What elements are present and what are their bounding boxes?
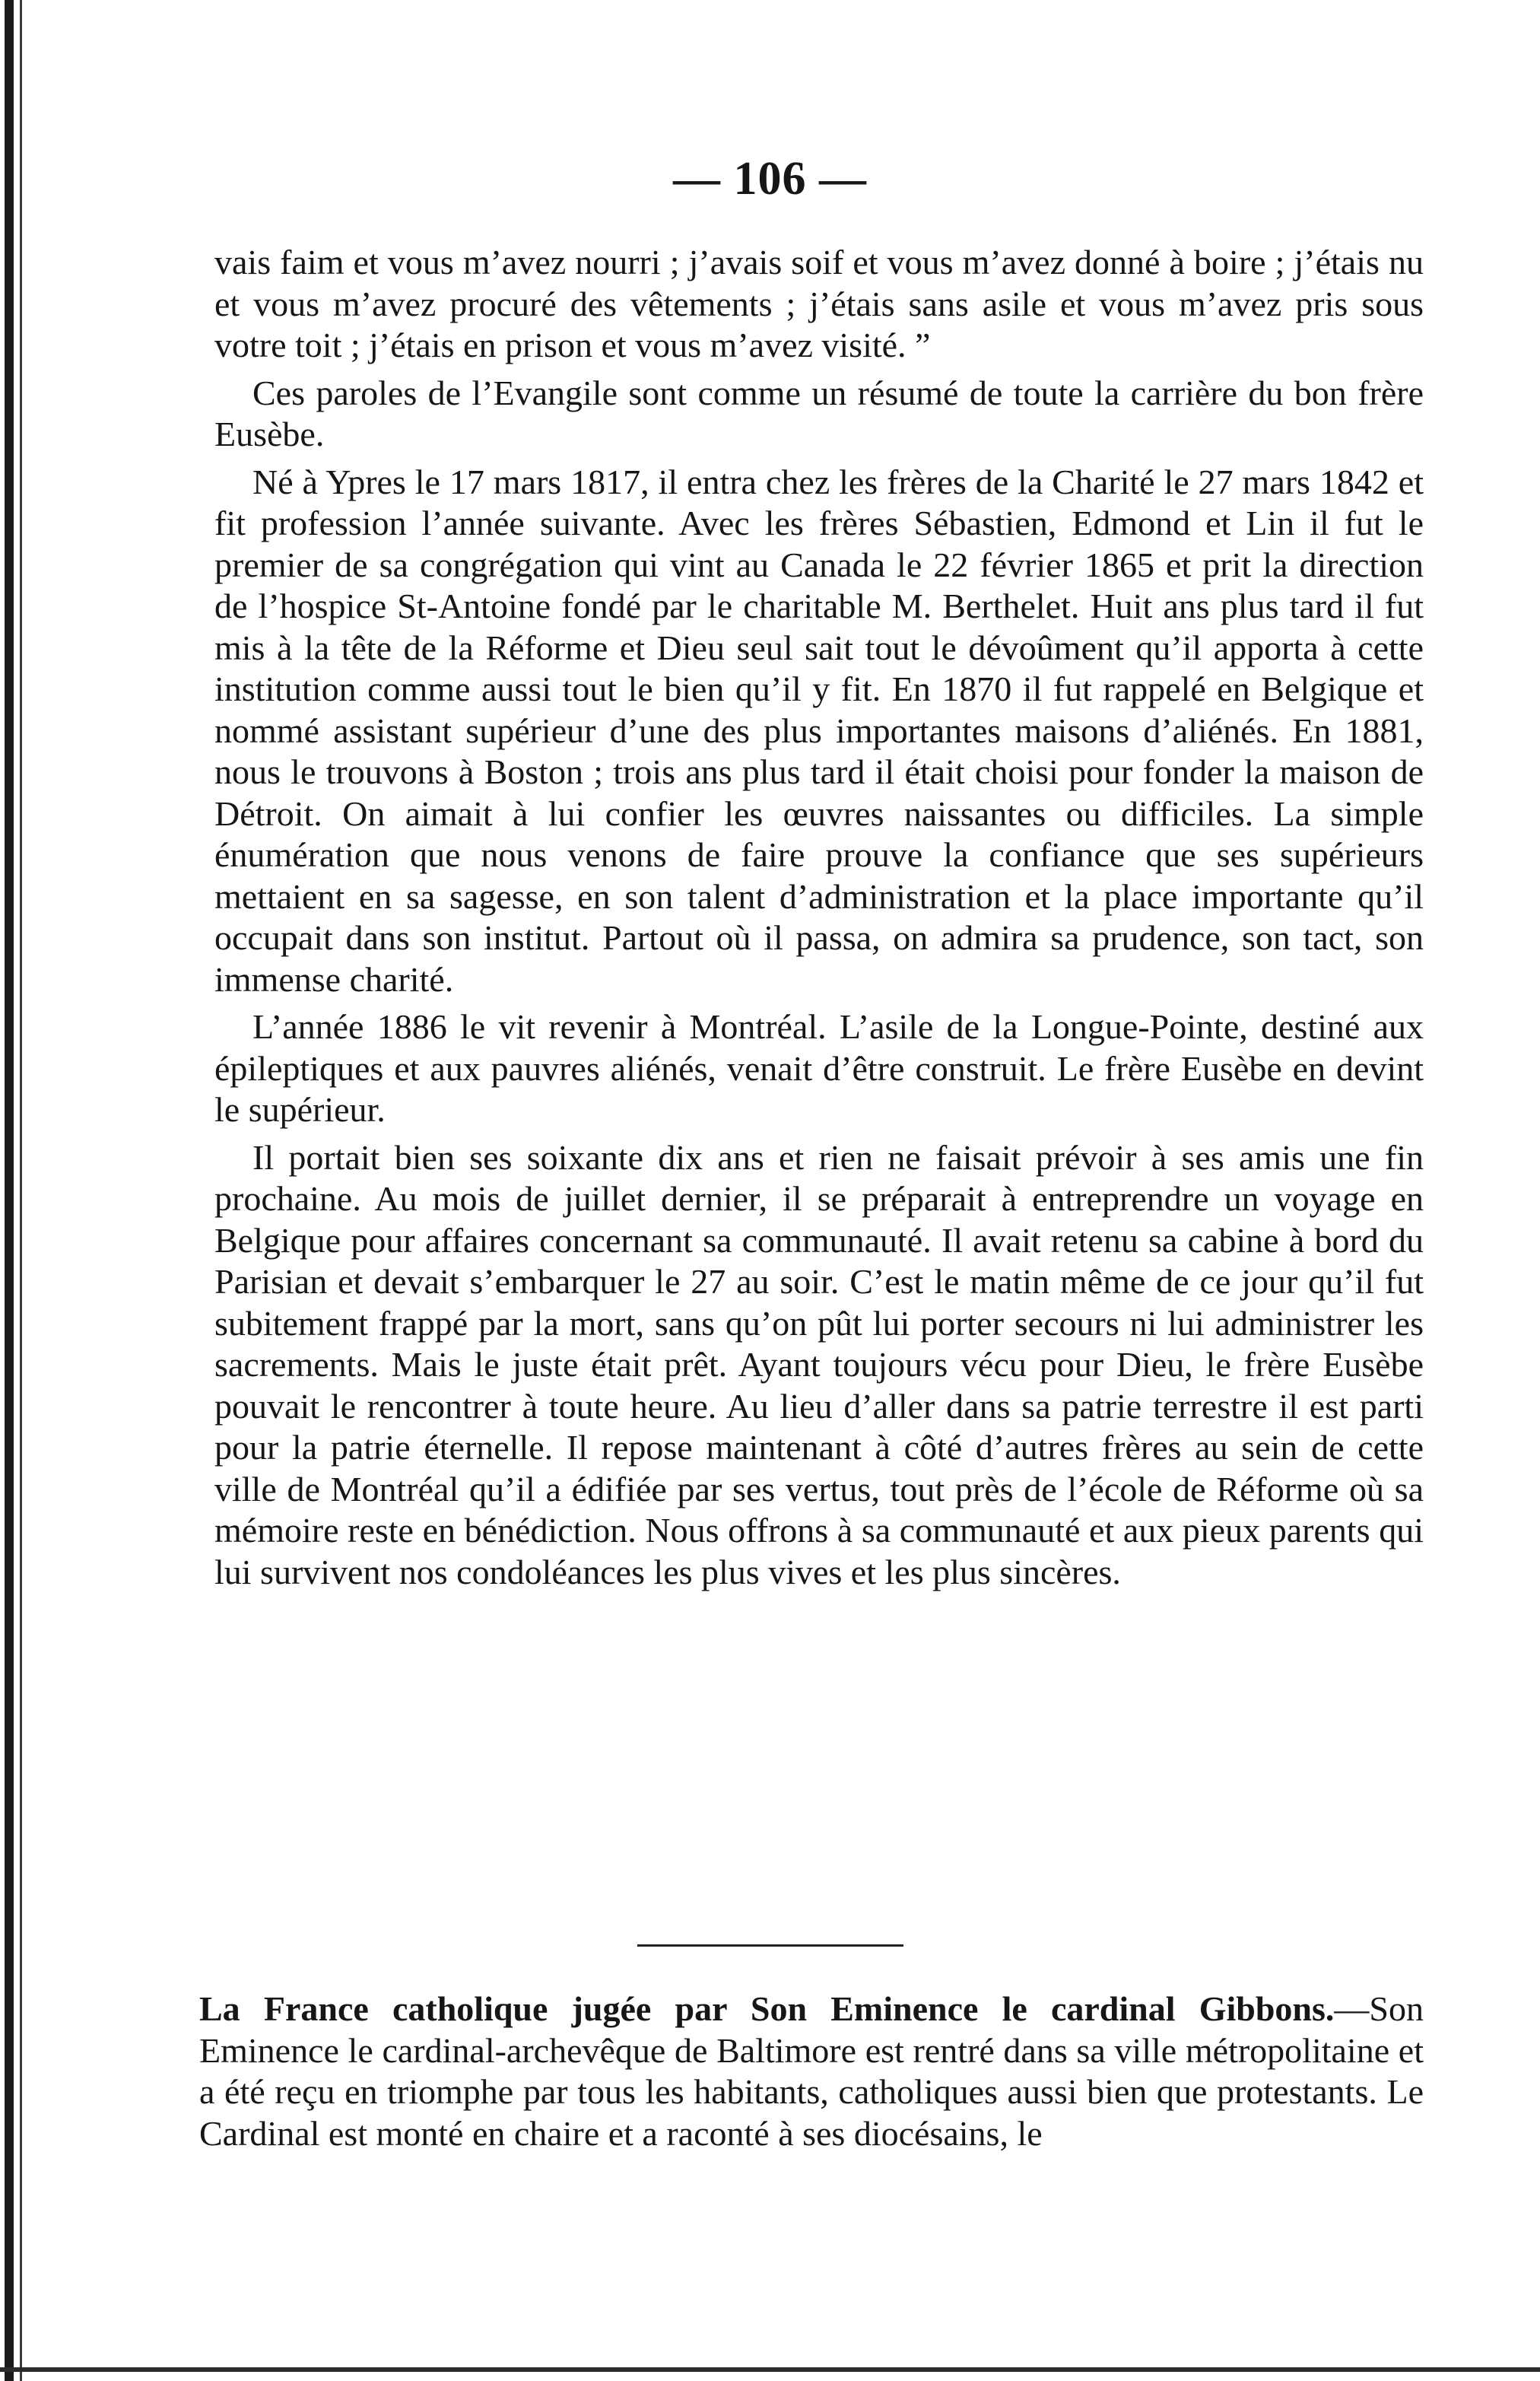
scan-bottom-edge xyxy=(0,2367,1540,2372)
scan-left-edge xyxy=(5,0,14,2381)
article-section xyxy=(199,1988,1424,2154)
obituary-text xyxy=(214,242,1424,1599)
scan-left-edge-line xyxy=(20,0,22,2381)
article-paragraph xyxy=(199,1988,1424,2154)
paragraph-2: Ces paroles de l’Evangile sont comme un résumé de toute la carrière du bon frère Eusèbe. xyxy=(214,373,1424,453)
section-divider xyxy=(637,1944,903,1947)
page-number: — 106 — xyxy=(673,153,867,205)
paragraph-1: vais faim et vous m’avez nourri ; j’avais soif et vous m’avez donné à boire ; j’étais nu et vous m’avez procuré des vêtements ; j’étais sans asile et vous m’avez pris sous votre toit ; j’étais en prison et vous m’avez visité. ” xyxy=(214,243,1424,364)
paragraph-5: Il portait bien ses soixante dix ans et rien ne faisait prévoir à ses amis une fin prochaine. Au mois de juillet dernier, il se préparait à entreprendre un voyage en Belgique pour affaires concernant sa communauté. Il avait retenu sa cabine à bord du Parisian et devait s’embarquer le 27 au soir. C’est le matin même de ce jour qu’il fut subitement frappé par la mort, sans qu’on pût lui porter secours ni lui administrer les sacrements. Mais le juste était prêt. Ayant toujours vécu pour Dieu, le frère Eusèbe pouvait le rencontrer à toute heure. Au lieu d’aller dans sa patrie terrestre il est parti pour la patrie éternelle. Il repose maintenant à côté d’autres frères au sein de cette ville de Montréal qu’il a édifiée par ses vertus, tout près de l’école de Réforme où sa mémoire reste en bénédiction. Nous offrons à sa communauté et aux pieux parents qui lui survivent nos condoléances les plus vives et les plus sincères. xyxy=(214,1137,1424,1591)
article-body: —Son Eminence le cardinal-archevêque de Baltimore est rentré dans sa ville métropolitaine et a été reçu en triomphe par tous les habitants, catholiques aussi bien que protestants. Le Cardinal est monté en chaire et a raconté à ses diocésains, le xyxy=(199,1989,1424,2153)
article-title: La France catholique jugée par Son Eminence le cardinal Gibbons. xyxy=(199,1989,1335,2028)
paragraph-4: L’année 1886 le vit revenir à Montréal. L’asile de la Longue-Pointe, destiné aux épileptiques et aux pauvres aliénés, venait d’être construit. Le frère Eusèbe en devint le supérieur. xyxy=(214,1007,1424,1129)
paragraph-3: Né à Ypres le 17 mars 1817, il entra chez les frères de la Charité le 27 mars 1842 et fit profession l’année suivante. Avec les frères Sébastien, Edmond et Lin il fut le premier de sa congrégation qui vint au Canada le 22 février 1865 et prit la direction de l’hospice St-Antoine fondé par le charitable M. Berthelet. Huit ans plus tard il fut mis à la tête de la Réforme et Dieu seul sait tout le dévoûment qu’il apporta à cette institution comme aussi tout le bien qu’il y fit. En 1870 il fut rappelé en Belgique et nommé assistant supérieur d’une des plus importantes maisons d’aliénés. En 1881, nous le trouvons à Boston ; trois ans plus tard il était choisi pour fonder la maison de Détroit. On aimait à lui confier les œuvres naissantes ou difficiles. La simple énumération que nous venons de faire prouve la confiance que ses supérieurs mettaient en sa sagesse, en son talent d’administration et la place importante qu’il occupait dans son institut. Partout où il passa, on admira sa prudence, son tact, son immense charité. xyxy=(214,462,1424,999)
